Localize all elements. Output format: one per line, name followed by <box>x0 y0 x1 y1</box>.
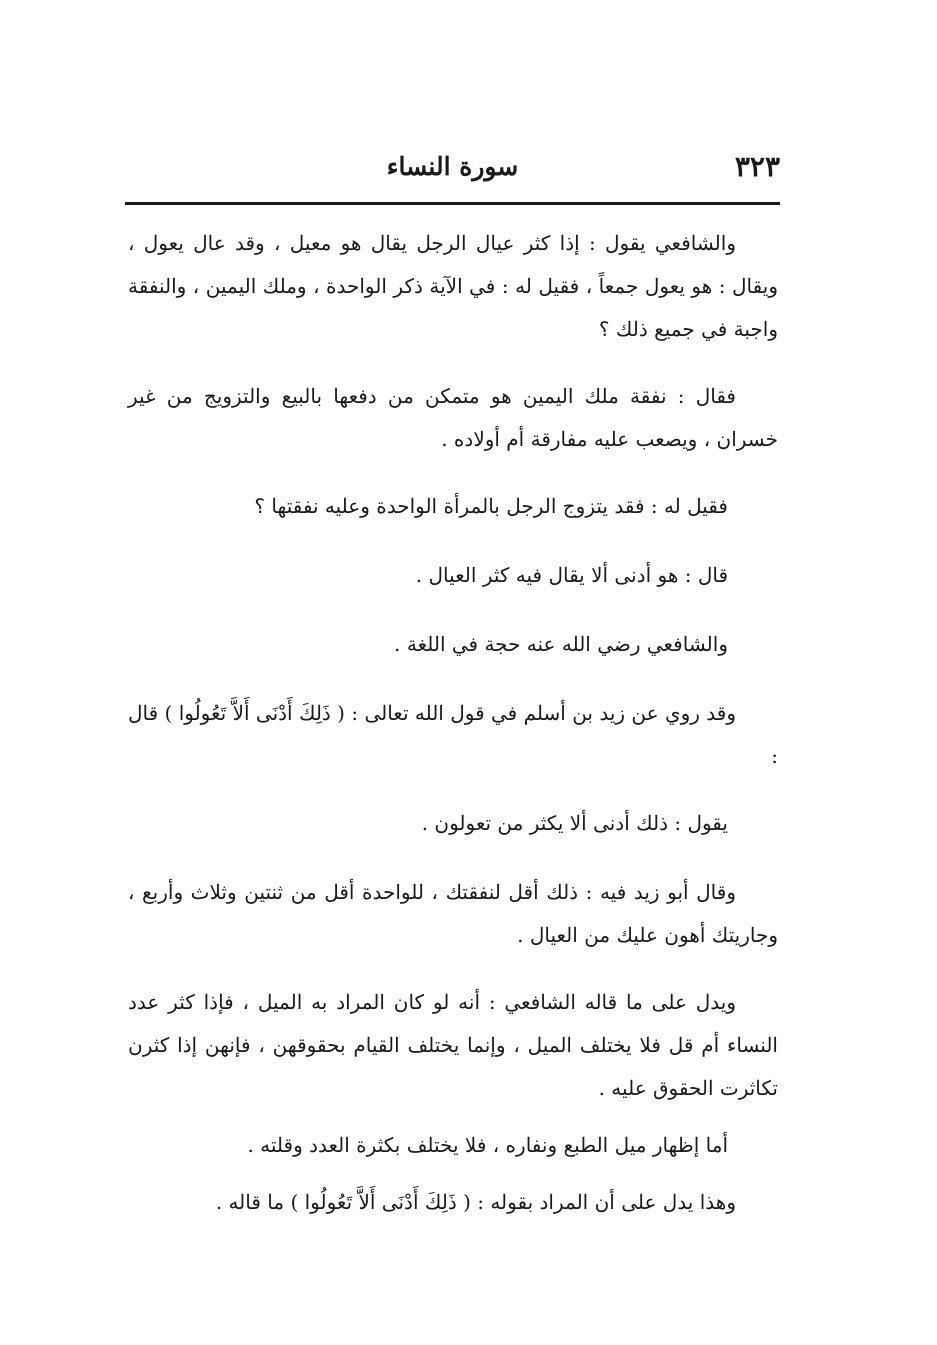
paragraph-2: فقال : نفقة ملك اليمين هو متمكن من دفعها بالبيع والتزويج من غير خسران ، ويصعب عليه مفارقة أم أولاده . <box>128 384 778 451</box>
paragraph-11: وهذا يدل على أن المراد بقوله : ( ذَلِكَ أَدْنَى أَلاَّ تَعُولُوا ) ما قاله . <box>215 1190 736 1214</box>
page-body <box>128 222 778 1224</box>
paragraph-3: فقيل له : فقد يتزوج الرجل بالمرأة الواحدة وعليه نفقتها ؟ <box>254 494 728 518</box>
paragraph-9: ويدل على ما قاله الشافعي : أنه لو كان المراد به الميل ، فإذا كثر عدد النساء أم قل فلا يختلف الميل ، وإنما يختلف القيام بحقوقهن ، فإنهن إذا كثرن تكاثرت الحقوق عليه . <box>128 990 778 1100</box>
paragraph-6: وقد روي عن زيد بن أسلم في قول الله تعالى : ( ذَلِكَ أَدْنَى أَلاَّ تَعُولُوا ) قال : <box>128 701 778 768</box>
paragraph-5: والشافعي رضي الله عنه حجة في اللغة . <box>394 632 728 656</box>
page-header <box>125 150 780 194</box>
running-title: سورة النساء <box>386 152 519 181</box>
page-number: ٣٢٣ <box>734 150 780 183</box>
paragraph-1: والشافعي يقول : إذا كثر عيال الرجل يقال هو معيل ، وقد عال يعول ، ويقال : هو يعول جمعاً ، فقيل له : في الآية ذكر الواحدة ، وملك اليمين ، والنفقة واجبة في جميع ذلك ؟ <box>128 231 778 341</box>
header-rule <box>125 202 780 205</box>
paragraph-8: وقال أبو زيد فيه : ذلك أقل لنفقتك ، للواحدة أقل من ثنتين وثلاث وأربع ، وجاريتك أهون عليك من العيال . <box>128 880 778 947</box>
paragraph-7: يقول : ذلك أدنى ألا يكثر من تعولون . <box>421 811 728 835</box>
paragraph-4: قال : هو أدنى ألا يقال فيه كثر العيال . <box>415 563 728 587</box>
paragraph-10: أما إظهار ميل الطبع ونفاره ، فلا يختلف بكثرة العدد وقلته . <box>247 1133 728 1157</box>
